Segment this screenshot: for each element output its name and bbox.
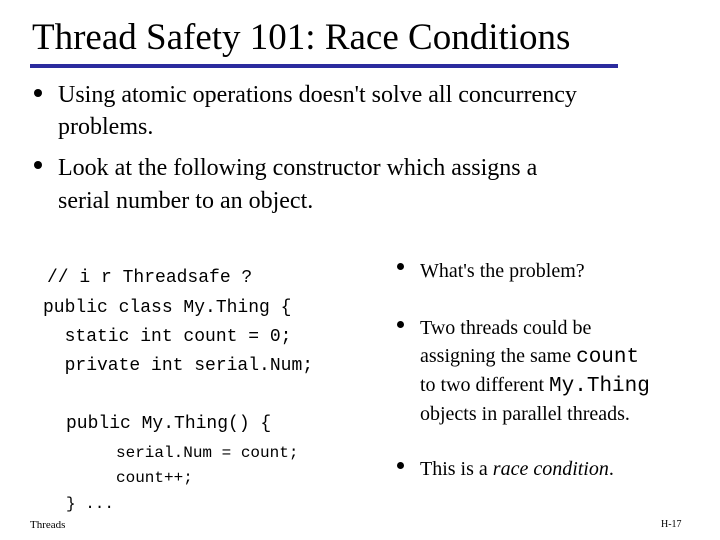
bullet-dot-1	[34, 89, 42, 97]
bullet-1-line-2: problems.	[58, 114, 154, 140]
bullet-2-line-2: serial number to an object.	[58, 188, 314, 214]
bullet-1-line-1: Using atomic operations doesn't solve all concurrency	[58, 82, 577, 108]
right-bullet-dot-2	[397, 321, 404, 328]
bullet-dot-2	[34, 161, 42, 169]
answer-line-3	[420, 371, 650, 401]
count-code: count	[576, 346, 640, 369]
conclusion-period: .	[608, 458, 614, 480]
answer-text: to two different	[420, 374, 550, 396]
bullet-2-line-1: Look at the following constructor which assigns a	[58, 155, 538, 181]
answer-line-1: Two threads could be	[420, 317, 592, 339]
slide-number: H-17	[661, 519, 682, 530]
right-bullet-dot-1	[397, 263, 404, 270]
code-line: serial.Num = count;	[116, 444, 299, 462]
code-line: } ...	[66, 495, 115, 513]
answer-line-2	[420, 342, 639, 372]
title-underline	[30, 64, 618, 68]
conclusion	[420, 455, 614, 483]
code-line: public My.Thing() {	[66, 414, 272, 434]
page-title: Thread Safety 101: Race Conditions	[32, 17, 571, 58]
answer-line-4: objects in parallel threads.	[420, 403, 630, 425]
code-line: public class My.Thing {	[43, 298, 292, 318]
code-line: // i r Threadsafe ?	[47, 268, 253, 288]
mything-code: My.Thing	[549, 375, 650, 398]
code-line: private int serial.Num;	[43, 356, 314, 376]
code-line: static int count = 0;	[43, 327, 292, 347]
right-question: What's the problem?	[420, 260, 585, 282]
code-line: count++;	[116, 469, 193, 487]
conclusion-text: This is a	[420, 458, 493, 480]
race-condition-term: race condition	[492, 458, 609, 480]
right-bullet-dot-3	[397, 462, 404, 469]
footer-section: Threads	[30, 519, 66, 531]
answer-text: assigning the same	[420, 345, 577, 367]
